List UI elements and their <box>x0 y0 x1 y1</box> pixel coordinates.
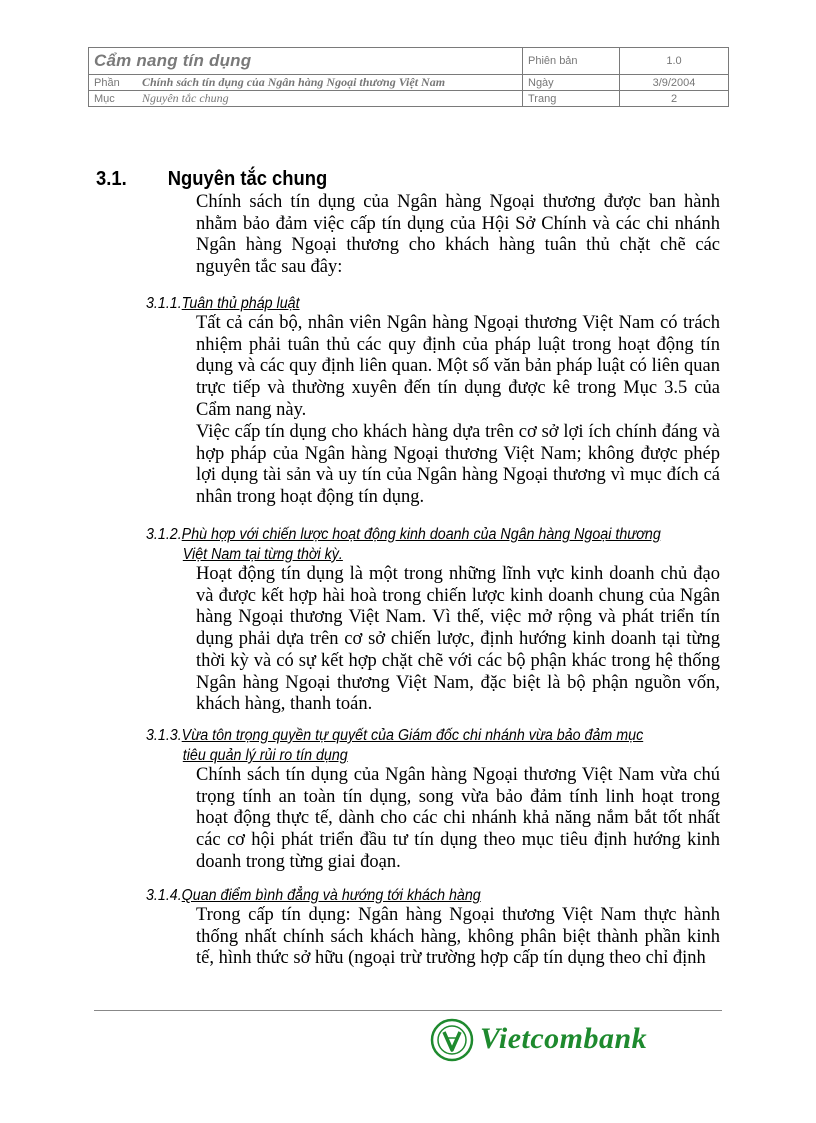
brand-name: Vietcombank <box>480 1022 648 1055</box>
subsection-2-paragraph-1: Hoạt động tín dụng là một trong những lĩnh vực kinh doanh chủ đạo và được kết hợp hài hoà trong chiến lược kinh doanh chung của Ngân hàng Ngoại thương Việt Nam. Vì thế, việc mở rộng và phát triển tín dụng phải dựa trên cơ sở chiến lược, định hướng kinh doanh tại từng thời kỳ và có sự kết hợp chặt chẽ với các bộ phận khác trong hệ thống Ngân hàng Ngoại thương Việt Nam, đặc biệt là bộ phận nguồn vốn, khách hàng, thanh toán. <box>196 564 720 715</box>
section-intro: Chính sách tín dụng của Ngân hàng Ngoại thương được ban hành nhằm bảo đảm việc cấp tín dụng của Hội Sở Chính và các chi nhánh Ngân hàng Ngoại thương cho khách hàng tuân thủ chặt chẽ các nguyên tắc sau đây: <box>196 192 720 278</box>
subsection-1-number: 3.1.1. <box>146 295 182 312</box>
subsection-3-title-line-2: tiêu quản lý rủi ro tín dụng <box>182 747 348 764</box>
subsection-1-paragraph-1: Tất cả cán bộ, nhân viên Ngân hàng Ngoại thương Việt Nam có trách nhiệm phải tuân thủ các quy định của pháp luật trong hoạt động tín dụng và các quy định liên quan. Một số văn bản pháp luật có liên quan trực tiếp và thường xuyên đến tín dụng được kê trong Mục 3.5 của Cẩm nang này. <box>196 313 720 420</box>
subsection-4-paragraph-1: Trong cấp tín dụng: Ngân hàng Ngoại thương Việt Nam thực hành thống nhất chính sách khách hàng, không phân biệt thành phần kinh tế, hình thức sở hữu (ngoại trừ trường hợp cấp tín dụng theo chỉ định <box>196 905 720 969</box>
subsection-2-title-line-1: Phù hợp với chiến lược hoạt động kinh doanh của Ngân hàng Ngoại thương <box>181 526 661 543</box>
subsection-3-paragraph-1: Chính sách tín dụng của Ngân hàng Ngoại thương Việt Nam vừa chú trọng tính an toàn tín dụng, song vừa bảo đảm tính linh hoạt trong hoạt động thực tế, dành cho các chi nhánh khả năng nắm bắt tốt nhất các cơ hội phát triển đầu tư tín dụng theo mục tiêu định hướng kinh doanh trong từng giai đoạn. <box>196 765 720 872</box>
vietcombank-logo <box>430 1016 720 1066</box>
section-heading <box>96 168 327 191</box>
date-value: 3/9/2004 <box>620 75 729 91</box>
subsection-2-heading <box>146 525 680 565</box>
section-label: Mục <box>94 93 115 105</box>
page-label: Trang <box>523 91 620 107</box>
subsection-1-title: Tuân thủ pháp luật <box>181 295 300 312</box>
subsection-2-title-line-2: Việt Nam tại từng thời kỳ. <box>182 546 343 563</box>
subsection-3-title-line-1: Vừa tôn trọng quyền tự quyết của Giám đốc chi nhánh vừa bảo đảm mục <box>181 727 644 744</box>
part-label: Phần <box>94 77 120 89</box>
vietcombank-emblem-icon <box>430 1018 474 1062</box>
version-label: Phiên bản <box>523 48 620 75</box>
subsection-2-number: 3.1.2. <box>146 526 182 543</box>
subsection-4-title: Quan điểm bình đẳng và hướng tới khách hàng <box>181 887 481 904</box>
section-title: Nguyên tắc chung <box>167 168 328 190</box>
footer-divider <box>94 1010 722 1011</box>
page-value: 2 <box>620 91 729 107</box>
subsection-3-number: 3.1.3. <box>146 727 182 744</box>
subsection-3-heading <box>146 726 680 766</box>
section-value: Nguyên tắc chung <box>142 91 229 105</box>
handbook-title: Cẩm nang tín dụng <box>89 48 523 75</box>
header-table <box>88 47 729 107</box>
subsection-1-heading <box>146 294 680 314</box>
subsection-4-heading <box>146 886 680 906</box>
subsection-4-number: 3.1.4. <box>146 887 182 904</box>
part-cell <box>89 75 523 91</box>
subsection-1-paragraph-2: Việc cấp tín dụng cho khách hàng dựa trên cơ sở lợi ích chính đáng và hợp pháp của Ngân hàng Ngoại thương Việt Nam; không được phép lợi dụng tài sản và uy tín của Ngân hàng Ngoại thương vì mục đích cá nhân trong hoạt động tín dụng. <box>196 422 720 508</box>
section-number: 3.1. <box>96 168 127 190</box>
version-value: 1.0 <box>620 48 729 75</box>
part-value: Chính sách tín dụng của Ngân hàng Ngoại thương Việt Nam <box>142 75 446 89</box>
section-cell <box>89 91 523 107</box>
date-label: Ngày <box>523 75 620 91</box>
